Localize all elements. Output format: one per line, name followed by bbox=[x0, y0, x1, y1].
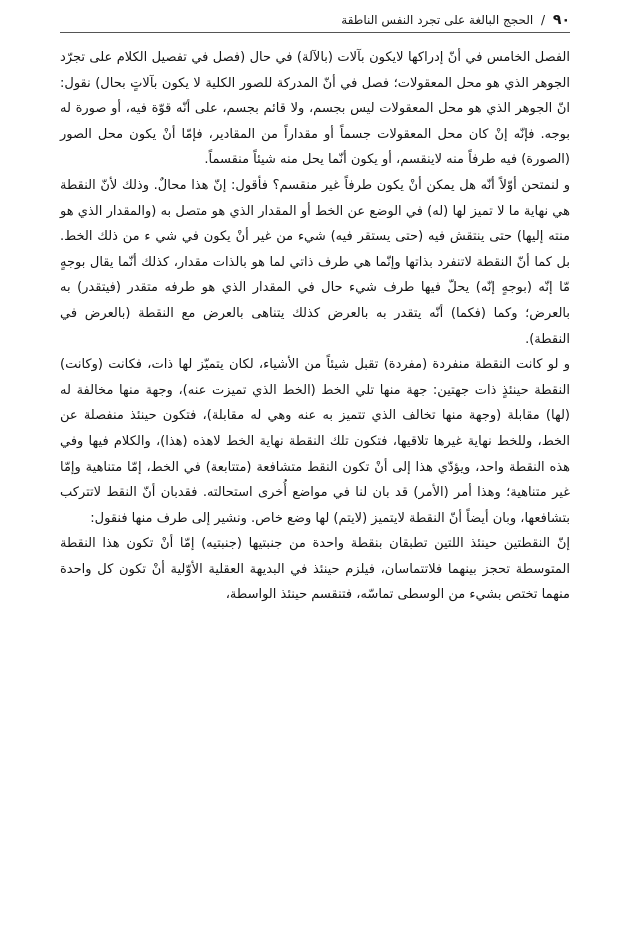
book-page bbox=[60, 10, 570, 608]
paragraph-2: و لنمتحن أوّلاً أنّه هل يمكن أنْ يكون طرفاً غير منقسم؟ فأقول: إنّ هذا محالٌ. وذلك لأنّ النقطة هي نهاية ما لا تميز لها (له) في الوضع عن الخط أو المقدار الذي هو متصل به (والمقدار الذي هو منته إليها) حتى ينتقش فيه (حتى يستقر فيه) شيء من غير أنْ يكون في شي ء من ذلك الخط. بل كما أنّ النقطة لاتنفرد بذاتها وإنّما هي طرف ذاتي لما هو بالذات مقدار، كذلك أنّما يقال بوجهٍ مّا إنّه (بوجهٍ إنّه) يحلّ فيها طرف شيء حال في المقدار الذي هو طرفه متقدر (فيتقدر) به بالعرض؛ وكما (فكما) أنّه يتقدر به بالعرض كذلك يتناهى بالعرض مع النقطة (بالعرض في النقطة). bbox=[60, 177, 570, 347]
paragraph-1: الفصل الخامس في أنّ إدراكها لايكون بآلات (بالآلة) في حال (فصل في تفصيل الكلام على تجرّد الجوهر الذي هو محل المعقولات؛ فصل في أنّ المدركة للصور الكلية لا يكون بآلاتٍ بحال) نقول: انّ الجوهر الذي هو محل المعقولات ليس بجسم، ولا قائم بجسم، على أنّه قوّة فيه، أو صورة له بوجه. فإنّه إنْ كان محل المعقولات جسماً أو مقداراً من المقادير، فإمّا أنْ يكون محل الصور (الصورة) فيه طرفاً منه لاينقسم، أو يكون أنّما يحل منه شيئاً منقسماً. bbox=[60, 50, 570, 168]
header-separator: / bbox=[541, 13, 546, 27]
book-title: الحجج البالغة على تجرد النفس الناطقة bbox=[341, 13, 534, 27]
body-text bbox=[60, 45, 570, 608]
page-number: ٩٠ bbox=[552, 12, 570, 28]
paragraph-4: إنّ النقطتين حينئذ اللتين تطبقان بنقطة واحدة من جنبتيها (جنبتيه) إمّا أنْ تكون هذا النقطة المتوسطة تحجز بينهما فلاتتماسان، فيلزم حينئذ في البديهة العقلية الأوّلية أنْ تكون كل واحدة منهما تختص بشيء من الوسطى تماسّه، فتنقسم حينئذ الواسطة، bbox=[60, 536, 570, 603]
running-header bbox=[60, 10, 570, 33]
paragraph-3: و لو كانت النقطة منفردة (مفردة) تقبل شيئاً من الأشياء، لكان يتميّز لها ذات، فكانت (وكانت) النقطة حينئذٍ ذات جهتين: جهة منها تلي الخط (الخط الذي تميزت عنه)، وجهة منها مخالفة له (لها) مقابلة (وجهة منها تخالف الذي تتميز به عنه وهي له مقابلة)، فتكون حينئذ منفصلة عن الخط، وللخط نهاية غيرها تلاقيها، فتكون تلك النقطة نهاية الخط لاهذه (هذا)، والكلام فيها وفي هذه النقطة واحد، ويؤدّي هذا إلى أنْ تكون النقط متشافعة (متتابعة) في الخط، إمّا متناهية وإمّا غير متناهية؛ وهذا أمر (الأمر) قد بان لنا في مواضع أُخرى استحالته. فقدبان أنّ النقط لاتتركب بتشافعها، وبان أيضاً أنّ النقطة لايتميز (لايتم) لها وضع خاص. ونشير إلى طرف منها فنقول: bbox=[60, 357, 570, 526]
